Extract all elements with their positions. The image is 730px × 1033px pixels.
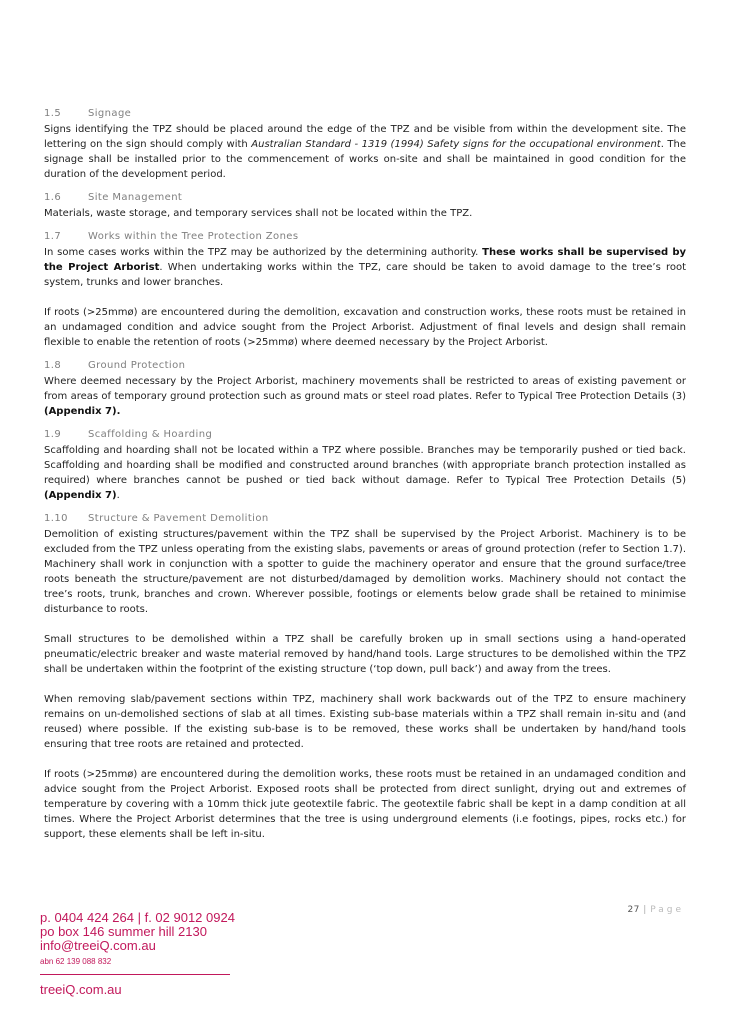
paragraph [44, 443, 686, 503]
section-heading [44, 358, 686, 374]
text-run: Small structures to be demolished within a TPZ shall be carefully broken up in small sections using a hand-operated pneumatic/electric breaker and waste material removed by hand/hand tools. Large structures to be demolished within the TPZ shall be undertaken within the footprint of the existing structure (‘top down, pull back’) and away from the trees. [44, 634, 686, 675]
section-heading [44, 427, 686, 443]
paragraph [44, 692, 686, 752]
section-title: Works within the Tree Protection Zones [88, 231, 299, 242]
section-title: Structure & Pavement Demolition [88, 513, 269, 524]
section [44, 106, 686, 182]
footer-website[interactable]: treeiQ.com.au [40, 982, 122, 997]
bold-text: These works shall be supervised by the Project Arborist [44, 247, 686, 273]
text-run: If roots (>25mmø) are encountered during the demolition, excavation and construction works, these roots must be retained in an undamaged condition and advice sought from the Project Arborist. Adjustment of final levels and design shall remain flexible to enable the retention of roots (>25mmø) where deemed necessary by the Project Arborist. [44, 307, 686, 348]
paragraph [44, 206, 686, 221]
text-run: . When undertaking works within the TPZ, care should be taken to avoid damage to the tree’s root system, trunks and lower branches. [44, 262, 687, 288]
section-number: 1.5 [44, 108, 62, 119]
page-number-separator: | [643, 905, 647, 915]
page-number-label: Page [650, 905, 684, 915]
section-heading [44, 106, 686, 122]
text-run: Scaffolding and hoarding shall not be located within a TPZ where possible. Branches may be temporarily pushed or tied back. Scaffolding and hoarding shall be modified and constructed around branches (with appropriate branch protection installed as required) where branches cannot be pushed or tied back without damage. Refer to Typical Tree Protection Details (5) [44, 445, 686, 486]
document-body [44, 106, 686, 850]
section [44, 427, 686, 503]
section-title: Site Management [88, 192, 183, 203]
section-title: Signage [88, 108, 132, 119]
section-heading [44, 511, 686, 527]
text-run: In some cases works within the TPZ may be authorized by the determining authority. [44, 247, 483, 258]
section-title: Scaffolding & Hoarding [88, 429, 213, 440]
section [44, 511, 686, 842]
paragraph [44, 122, 686, 182]
section-heading [44, 190, 686, 206]
section [44, 190, 686, 221]
section-number: 1.10 [44, 513, 68, 524]
section-number: 1.9 [44, 429, 62, 440]
bold-text: (Appendix 7) [44, 490, 117, 501]
footer-email[interactable]: info@treeiQ.com.au [40, 938, 156, 953]
page-number [627, 905, 684, 915]
text-run: If roots (>25mmø) are encountered during the demolition works, these roots must be retained in an undamaged condition and advice sought from the Project Arborist. Exposed roots shall be protected from direct sunlight, drying out and extremes of temperature by covering with a 10mm thick jute geotextile fabric. The geotextile fabric shall be kept in a damp condition at all times. Where the Project Arborist determines that the tree is using underground elements (i.e footings, pipes, rocks etc.) for support, these elements shall be left in-situ. [44, 769, 686, 840]
text-run: Signs identifying the TPZ should be placed around the edge of the TPZ and be visible from within the development site. The lettering on the sign should comply with [44, 124, 686, 150]
paragraph [44, 767, 686, 842]
italic-text: Australian Standard - 1319 (1994) Safety signs for the occupational environment [251, 139, 661, 150]
page-number-value: 27 [627, 905, 640, 915]
text-run: Demolition of existing structures/pavement within the TPZ shall be supervised by the Project Arborist. Machinery is to be excluded from the TPZ unless operating from the existing slabs, pavements or areas of ground protection (refer to Section 1.7). Machinery shall work in conjunction with a spotter to guide the machinery operator and ensure that the ground surface/tree roots beneath the structure/pavement are not disturbed/damaged by demolition works. Machinery should not contact the tree’s roots, trunk, branches and crown. Wherever possible, footings or elements below grade shall be retained to minimise disturbance to roots. [44, 529, 686, 615]
text-run: . The signage shall be installed prior to the commencement of works on-site and shall be maintained in good condition for the duration of the development period. [44, 139, 686, 180]
section-number: 1.7 [44, 231, 62, 242]
paragraph [44, 527, 686, 617]
section-heading [44, 229, 686, 245]
section-title: Ground Protection [88, 360, 186, 371]
footer-contact-line: p. 0404 424 264 | f. 02 9012 0924 [40, 910, 235, 925]
paragraph [44, 632, 686, 677]
section-number: 1.6 [44, 192, 62, 203]
paragraph [44, 374, 686, 419]
bold-text: (Appendix 7). [44, 406, 121, 417]
section-number: 1.8 [44, 360, 62, 371]
footer-abn: abn 62 139 088 832 [40, 957, 112, 966]
footer-address: po box 146 summer hill 2130 [40, 924, 207, 939]
section [44, 358, 686, 419]
paragraph [44, 245, 686, 290]
footer-divider [40, 974, 230, 975]
section [44, 229, 686, 350]
paragraph [44, 305, 686, 350]
footer [40, 911, 240, 998]
text-run: . [116, 490, 120, 501]
text-run: Materials, waste storage, and temporary services shall not be located within the TPZ. [44, 208, 473, 219]
text-run: When removing slab/pavement sections within TPZ, machinery shall work backwards out of the TPZ to ensure machinery remains on un-demolished sections of slab at all times. Existing sub-base materials within a TPZ shall remain in-situ and (and reused) where possible. If the existing sub-base is to be removed, these works shall be undertaken by hand/hand tools ensuring that tree roots are retained and protected. [44, 694, 686, 750]
text-run: Where deemed necessary by the Project Arborist, machinery movements shall be restricted to areas of existing pavement or from areas of temporary ground protection such as ground mats or steel road plates. Refer to Typical Tree Protection Details (3) [44, 376, 686, 402]
